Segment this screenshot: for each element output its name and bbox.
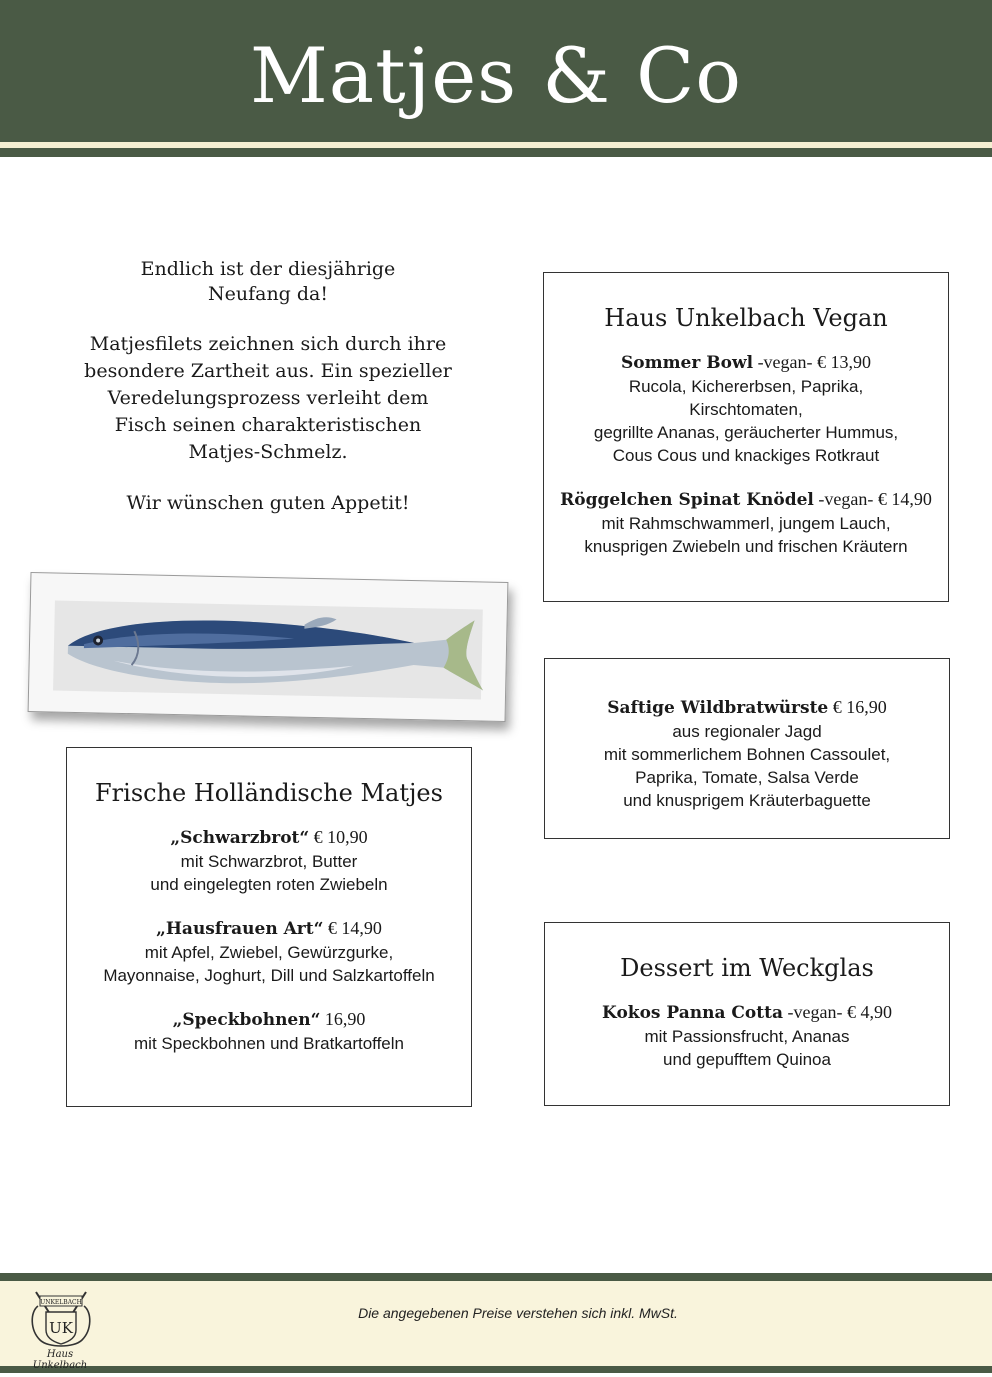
- page-title: Matjes & Co: [249, 31, 743, 120]
- matjes-section-title: Frische Holländische Matjes: [95, 779, 443, 807]
- menu-item-tag: -vegan-: [782, 1002, 843, 1022]
- menu-item-name: „Hausfrauen Art“: [156, 919, 324, 939]
- menu-item-name: Röggelchen Spinat Knödel: [560, 490, 814, 510]
- logo-banner-text: UNKELBACH: [40, 1299, 82, 1306]
- menu-item-name: „Speckbohnen“: [172, 1010, 321, 1030]
- menu-item-price: € 14,90: [873, 489, 932, 509]
- menu-item-description: gegrillte Ananas, geräucherter Hummus,: [593, 423, 899, 442]
- dessert-menu-box: [544, 922, 950, 1106]
- menu-item-description: mit Passionsfrucht, Ananas: [644, 1027, 850, 1046]
- logo-caption: Haus Unkelbach: [32, 1349, 88, 1371]
- menu-item-price: 16,90: [320, 1009, 366, 1029]
- menu-item-price: € 13,90: [812, 352, 872, 372]
- menu-item-name: Sommer Bowl: [620, 353, 754, 373]
- intro-text: [66, 257, 470, 517]
- menu-item: [545, 1001, 949, 1071]
- menu-item-name: „Schwarzbrot“: [170, 828, 310, 848]
- vegan-menu-box: [543, 272, 949, 602]
- intro-heading: [66, 257, 470, 307]
- menu-item-description: mit Schwarzbrot, Butter: [180, 852, 358, 871]
- menu-item-description: und knusprigem Kräuterbaguette: [623, 791, 871, 810]
- menu-item-description: knusprigen Zwiebeln und frischen Kräutern: [584, 537, 908, 556]
- menu-item-description: und gepufftem Quinoa: [663, 1050, 831, 1069]
- menu-item: [67, 826, 471, 896]
- vegan-section-title: Haus Unkelbach Vegan: [604, 304, 888, 332]
- intro-line: Veredelungsprozess verleiht dem: [107, 387, 429, 409]
- menu-item-name: Saftige Wildbratwürste: [607, 698, 829, 718]
- menu-item-description: Kirschtomaten,: [689, 400, 803, 419]
- menu-item-description: und eingelegten roten Zwiebeln: [150, 875, 388, 894]
- menu-item: [67, 1008, 471, 1055]
- logo-monogram-text: UK: [49, 1319, 73, 1337]
- herring-fish-icon: [53, 594, 485, 703]
- price-note: Die angegebenen Preise verstehen sich inkl. MwSt.: [358, 1305, 678, 1321]
- matjes-menu-box: [66, 747, 472, 1107]
- menu-item-name: Kokos Panna Cotta: [602, 1003, 783, 1023]
- menu-item-description: mit Speckbohnen und Bratkartoffeln: [134, 1034, 404, 1053]
- intro-heading-line2: Neufang da!: [207, 283, 329, 305]
- dessert-section-title: Dessert im Weckglas: [620, 954, 874, 982]
- menu-item-price: € 16,90: [828, 697, 887, 717]
- menu-item-price: € 4,90: [842, 1002, 892, 1022]
- intro-heading-line1: Endlich ist der diesjährige: [140, 258, 396, 280]
- intro-line: besondere Zartheit aus. Ein spezieller: [84, 360, 452, 382]
- menu-item-price: € 14,90: [323, 918, 382, 938]
- menu-item: [545, 696, 949, 812]
- header-stripe-green: [0, 148, 992, 157]
- intro-paragraph: [66, 331, 470, 466]
- menu-item-description: mit sommerlichem Bohnen Cassoulet,: [603, 745, 891, 764]
- intro-line: Fisch seinen charakteristischen: [114, 414, 422, 436]
- menu-item: [544, 351, 948, 467]
- menu-item-description: Cous Cous und knackiges Rotkraut: [612, 446, 880, 465]
- menu-item-description: mit Rahmschwammerl, jungem Lauch,: [601, 514, 891, 533]
- menu-item-description: mit Apfel, Zwiebel, Gewürzgurke,: [144, 943, 394, 962]
- footer-band: [0, 1281, 992, 1366]
- menu-item: [67, 917, 471, 987]
- header-banner: [0, 0, 992, 142]
- footer-stripe-bottom: [0, 1366, 992, 1373]
- menu-item-description: Rucola, Kichererbsen, Paprika,: [628, 377, 864, 396]
- menu-item: [544, 488, 948, 558]
- menu-item-description: Paprika, Tomate, Salsa Verde: [635, 768, 859, 787]
- wild-menu-box: [544, 658, 950, 839]
- footer-stripe-top: [0, 1273, 992, 1281]
- intro-line: Matjes-Schmelz.: [188, 441, 348, 463]
- menu-item-tag: -vegan-: [813, 489, 874, 509]
- intro-line: Matjesfilets zeichnen sich durch ihre: [89, 333, 447, 355]
- menu-item-description: Mayonnaise, Joghurt, Dill und Salzkartoffeln: [103, 966, 435, 985]
- menu-item-price: € 10,90: [309, 827, 368, 847]
- menu-item-tag: -vegan-: [753, 352, 813, 372]
- menu-item-description: aus regionaler Jagd: [672, 722, 822, 741]
- fish-illustration-card: [28, 572, 509, 722]
- intro-closing: Wir wünschen guten Appetit!: [126, 492, 410, 514]
